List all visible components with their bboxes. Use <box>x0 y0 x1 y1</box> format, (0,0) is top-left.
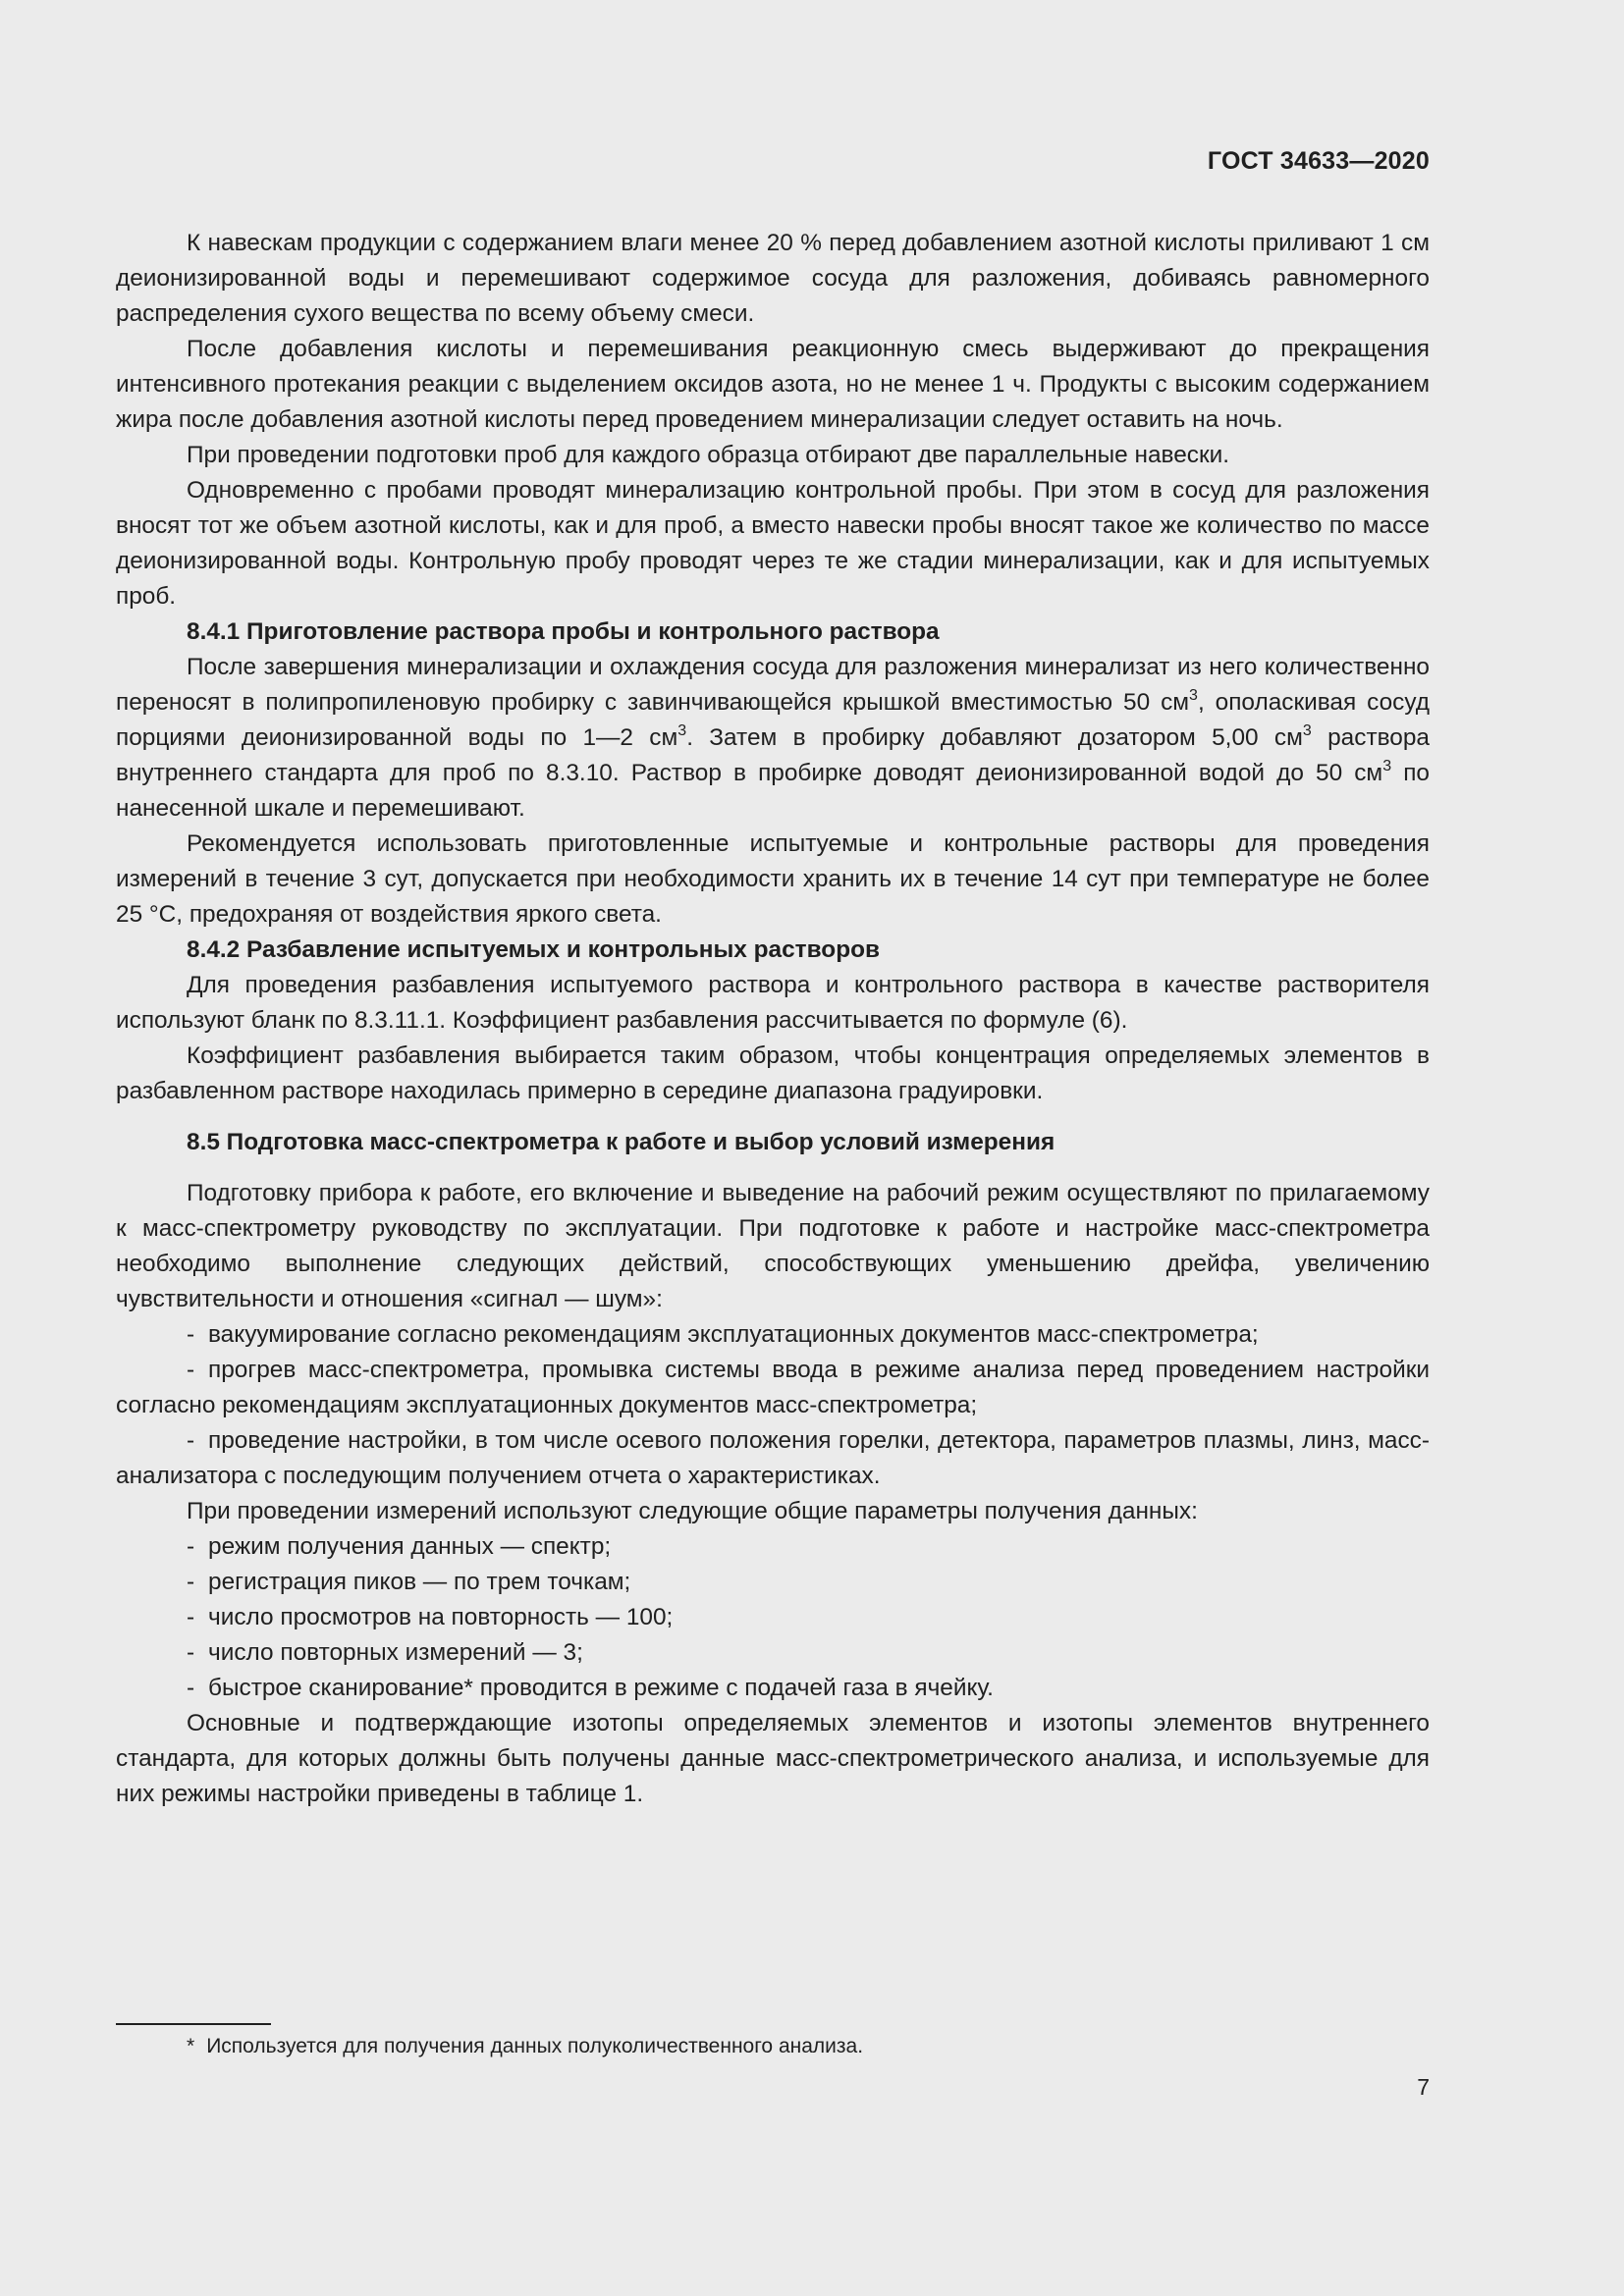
subsection-heading-8-4-2: 8.4.2 Разбавление испытуемых и контрольных растворов <box>187 936 880 963</box>
footnote-text: Используется для получения данных полуколичественного анализа. <box>206 2035 864 2057</box>
paragraph: Коэффициент разбавления выбирается таким образом, чтобы концентрация определяемых элементов в разбавленном растворе находилась примерно в середине диапазона градуировки. <box>116 1042 1430 1104</box>
paragraph: При проведении измерений используют следующие общие параметры получения данных: <box>187 1498 1198 1524</box>
dash-marker: - <box>187 1675 195 1701</box>
list-item: - вакуумирование согласно рекомендациям эксплуатационных документов масс-спектрометра; <box>116 1317 1430 1353</box>
footnote-mark: * <box>187 2035 195 2057</box>
paragraph: После добавления кислоты и перемешивания реакционную смесь выдерживают до прекращения интенсивного протекания реакции с выделением оксидов азота, но не менее 1 ч. Продукты с высоким содержанием жира после добавления азотной кислоты перед проведением минерализации следует оставить на ночь. <box>116 336 1430 433</box>
dash-marker: - <box>187 1569 195 1595</box>
paragraph: При проведении подготовки проб для каждого образца отбирают две параллельные навески. <box>187 442 1230 468</box>
paragraph-with-superscripts: После завершения минерализации и охлаждения сосуда для разложения минерализат из него количественно переносят в полипропиленовую пробирку с завинчивающейся крышкой вместимостью 50 $см^3$, ополаскивая сосуд порциями деионизированной воды по 1—2 $см^3$. Затем в пробирку добавляют дозатором 5,00 $см^3$ раствора внутреннего стандарта для проб по 8.3.10. Раствор в пробирке доводят деионизированной водой до 50 $см^3$ по нанесенной шкале и перемешивают. <box>116 654 1430 822</box>
list-item: - число просмотров на повторность — 100; <box>116 1600 1430 1635</box>
list-item: - быстрое сканирование* проводится в режиме с подачей газа в ячейку. <box>116 1671 1430 1706</box>
list-item: - прогрев масс-спектрометра, промывка системы ввода в режиме анализа перед проведением настройки согласно рекомендациям эксплуатационных документов масс-спектрометра; <box>116 1353 1430 1423</box>
dash-marker: - <box>187 1357 195 1383</box>
paragraph: Подготовку прибора к работе, его включение и выведение на рабочий режим осуществляют по прилагаемому к масс-спектрометру руководству по эксплуатации. При подготовке к работе и настройке масс-спектрометра необходимо выполнение следующих действий, способствующих уменьшению дрейфа, увеличению чувствительности и отношения «сигнал — шум»: <box>116 1180 1430 1312</box>
paragraph: Основные и подтверждающие изотопы определяемых элементов и изотопы элементов внутреннего стандарта, для которых должны быть получены данные масс-спектрометрического анализа, и используемые для них режимы настройки приведены в таблице 1. <box>116 1710 1430 1807</box>
dash-marker: - <box>187 1321 195 1348</box>
list-item: - число повторных измерений — 3; <box>116 1635 1430 1671</box>
list-item: - регистрация пиков — по трем точкам; <box>116 1565 1430 1600</box>
page-number: 7 <box>1417 2074 1430 2100</box>
subsection-heading-8-4-1: 8.4.1 Приготовление раствора пробы и контрольного раствора <box>187 618 940 645</box>
dash-marker: - <box>187 1533 195 1560</box>
dash-marker: - <box>187 1427 195 1454</box>
list-item: - режим получения данных — спектр; <box>116 1529 1430 1565</box>
paragraph: Одновременно с пробами проводят минерализацию контрольной пробы. При этом в сосуд для разложения вносят тот же объем азотной кислоты, как и для проб, а вместо навески пробы вносят такое же количество по массе деионизированной воды. Контрольную пробу проводят через те же стадии минерализации, как и для испытуемых проб. <box>116 477 1430 610</box>
dash-marker: - <box>187 1604 195 1630</box>
superscript: 3 <box>1302 722 1312 739</box>
list-item: - проведение настройки, в том числе осевого положения горелки, детектора, параметров плазмы, линз, масс-анализатора с последующим получением отчета о характеристиках. <box>116 1423 1430 1494</box>
superscript: 3 <box>1382 758 1392 774</box>
body-text <box>116 226 1430 1812</box>
section-heading-8-5: 8.5 Подготовка масс-спектрометра к работе и выбор условий измерения <box>187 1129 1056 1155</box>
footnote-separator <box>116 2023 271 2025</box>
superscript: 3 <box>1189 687 1198 704</box>
paragraph: Для проведения разбавления испытуемого раствора и контрольного раствора в качестве растворителя используют бланк по 8.3.11.1. Коэффициент разбавления рассчитывается по формуле (6). <box>116 972 1430 1034</box>
superscript: 3 <box>677 722 687 739</box>
dash-marker: - <box>187 1639 195 1666</box>
paragraph: К навескам продукции с содержанием влаги менее 20 % перед добавлением азотной кислоты приливают 1 см деионизированной воды и перемешивают содержимое сосуда для разложения, добиваясь равномерного распределения сухого вещества по всему объему смеси. <box>116 230 1430 327</box>
document-number: ГОСТ 34633—2020 <box>1207 147 1430 175</box>
footnote <box>187 2032 863 2061</box>
paragraph: Рекомендуется использовать приготовленные испытуемые и контрольные растворы для проведения измерений в течение 3 сут, допускается при необходимости хранить их в течение 14 сут при температуре не более 25 °С, предохраняя от воздействия яркого света. <box>116 830 1430 928</box>
